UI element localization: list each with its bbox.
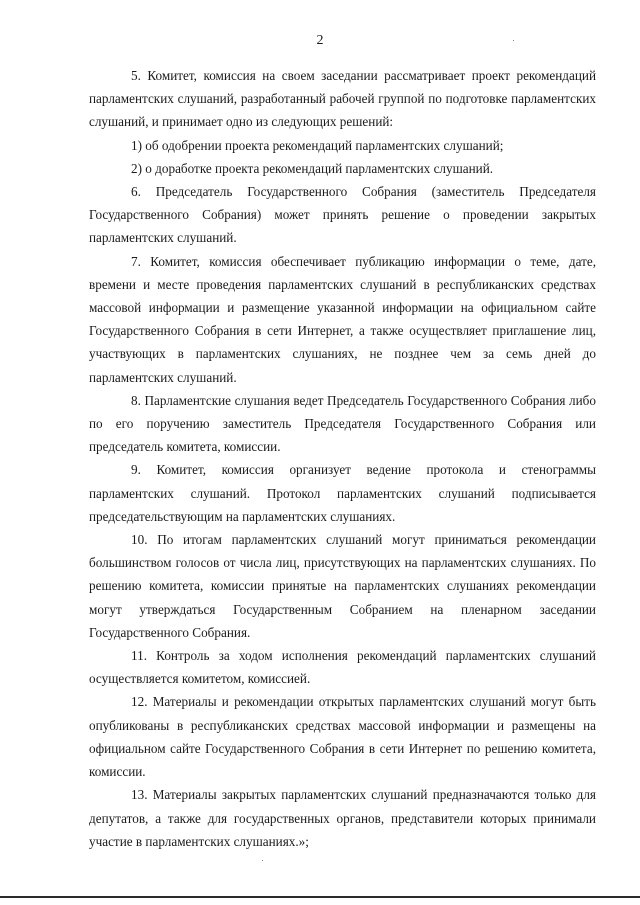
paragraph-item-13: 13. Материалы закрытых парламентских слушаний предназначаются только для депутатов, а также для государственных органов, представители которых принимали участие в парламентских слушаниях.»; <box>89 787 596 849</box>
paragraph-item-10: 10. По итогам парламентских слушаний могут приниматься рекомендации большинством голосов от числа лиц, присутствующих на парламентских слушаниях. По решению комитета, комиссии принятые на парламентских слушаниях рекомендации могут утверждаться Государственным Собранием на пленарном заседании Государственного Собрания. <box>89 532 596 640</box>
document-body <box>89 64 596 853</box>
scan-speck <box>262 860 263 861</box>
paragraph-option-1: 1) об одобрении проекта рекомендаций парламентских слушаний; <box>131 137 504 153</box>
paragraph-item-12: 12. Материалы и рекомендации открытых парламентских слушаний могут быть опубликованы в республиканских средствах массовой информации и размещены на официальном сайте Государственного Собрания в сети Интернет по решению комитета, комиссии. <box>89 694 596 780</box>
paragraph-item-11: 11. Контроль за ходом исполнения рекомендаций парламентских слушаний осуществляется комитетом, комиссией. <box>89 648 596 687</box>
page-bottom-edge <box>0 896 640 898</box>
page-number: 2 <box>316 33 324 48</box>
paragraph-item-6: 6. Председатель Государственного Собрания (заместитель Председателя Государственного Собрания) может принять решение о проведении закрытых парламентских слушаний. <box>89 184 596 246</box>
paragraph-option-2: 2) о доработке проекта рекомендаций парламентских слушаний. <box>131 160 494 176</box>
paragraph-item-9: 9. Комитет, комиссия организует ведение протокола и стенограммы парламентских слушаний. Протокол парламентских слушаний подписывается председательствующим на парламентских слушаниях. <box>89 462 596 524</box>
paragraph-item-5: 5. Комитет, комиссия на своем заседании рассматривает проект рекомендаций парламентских слушаний, разработанный рабочей группой по подготовке парламентских слушаний, и принимает одно из следующих решений: <box>89 68 596 130</box>
paragraph-item-7: 7. Комитет, комиссия обеспечивает публикацию информации о теме, дате, времени и месте проведения парламентских слушаний в республиканских средствах массовой информации и размещение указанной информации на официальном сайте Государственного Собрания в сети Интернет, а также осуществляет приглашение лиц, участвующих в парламентских слушаниях, не позднее чем за семь дней до парламентских слушаний. <box>89 253 596 385</box>
scan-speck <box>513 40 514 41</box>
paragraph-item-8: 8. Парламентские слушания ведет Председатель Государственного Собрания либо по его поручению заместитель Председателя Государственного Собрания или председатель комитета, комиссии. <box>89 392 596 455</box>
